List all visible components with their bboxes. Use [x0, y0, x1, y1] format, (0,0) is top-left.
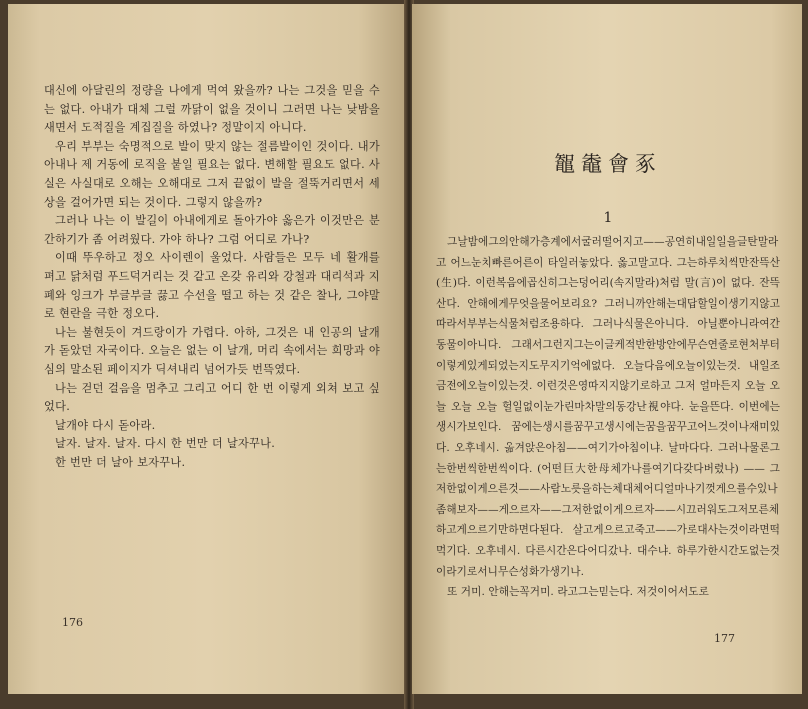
chapter-title: 鼅鼄會豖 — [554, 152, 662, 176]
paragraph: 우리 부부는 숙명적으로 발이 맞지 않는 절름발이인 것이다. 내가 아내나 제 거동에 로직을 붙일 필요는 없다. 변해할 필요도 없다. 사실은 사실대로 오해는 오해대로 그저 끝없이 발을 절뚝거리면서 세상을 걸어가면 되는 것이다. 그렇지 않을까? — [44, 139, 380, 209]
paragraph: 또 거미. 안해는꼭거미. 라고그는믿는다. 저것이어서도로 — [447, 586, 709, 599]
right-page — [412, 4, 802, 694]
paragraph: 날개야 다시 돋아라. — [55, 418, 156, 432]
paragraph: 나는 불현듯이 겨드랑이가 가렵다. 아하, 그것은 내 인공의 날개가 돋았던 자국이다. 오늘은 없는 이 날개, 머리 속에서는 희망과 야심의 말소된 페이지가 딕셔내리 넘어가듯 번뜩였다. — [44, 325, 380, 376]
right-page-text — [436, 232, 780, 603]
paragraph: 그러나 나는 이 발길이 아내에게로 돌아가야 옳은가 이것만은 분간하기가 좀 어려웠다. 가야 하나? 그럼 어디로 가나? — [44, 214, 380, 246]
paragraph: 이때 뚜우하고 정오 사이렌이 울었다. 사람들은 모두 네 활개를 펴고 닭처럼 푸드덕거리는 것 같고 온갖 유리와 강철과 대리석과 지폐와 잉크가 부글부글 끓고 수선을 떨고 하는 것 같은 찰나, 그야말로 현란을 극한 정오다. — [44, 251, 380, 321]
page-number-right: 177 — [714, 632, 735, 645]
left-page — [8, 4, 406, 694]
page-number-left: 176 — [62, 616, 83, 629]
paragraph: 한 번만 더 날아 보자꾸나. — [55, 455, 186, 469]
paragraph: 그날밤에그의안해가층계에서굴러떨어지고——공연히내일일을글탄말라고 어느눈치빠른어른이 타일러놓았다. 옳고말고다. 그는하루치씩만잔뜩산(生)다. 이런복음에곱신히그는덩어리(속지말라)처럼 말(言)이 없다. 잔뜩산다. 안해에게무엇을물어보리요? 그러니까안해는대답할일이생기지않고 따라서부부는식물처럼조용하다. 그러나식물은아니다. 아닐뿐아니라여간동물이아니다. 그래서그런지그는이글케적반한방안에무슨연줄로현처부터이렇게있게되었는지도무지기억에없다. 오늘다음에오늘이있는것. 내일조금전에오늘이있는것. 이런것은영따지지않기로하고 그저 얼마든지 오늘 오늘 오늘 오늘 헐일없이눈가린마차말의동강난視야다. 눈을뜬다. 이번에는생시가보인다. 꿈에는생시를꿈꾸고생시에는꿈을꿈꾸고어느것이나재미있다. 오후네시. 옮겨앉은아침——여기가아침이냐. 날마다다. 그러나물론그는한번씩한번씩이다. (어떤巨大한母체가나를여기다갖다버렸나) —— 그저한없이게으른것——사람노릇을하는체대체어디얼마나기껏게으를수있나좀해보자——게으르자——그저한없이게으르자——시끄러워도그저모른체하고게으르기만하면다된다. 살고게으르고죽고——가로대사는것이라면떡먹기다. 오후네시. 다른시간은다어디갔나. 대수냐. 하루가한시간도없는것이라기로서니무슨성화가생기나. — [436, 236, 780, 578]
paragraph: 날자. 날자. 날자. 다시 한 번만 더 날자꾸나. — [55, 437, 276, 451]
section-number: 1 — [603, 210, 613, 226]
paragraph: 대신에 아달린의 정량을 나에게 먹여 왔을까? 나는 그것을 믿을 수는 없다. 아내가 대체 그럴 까닭이 없을 것이니 그러면 나는 낮밤을 새면서 도적질을 계집질을 하였나? 정말이지 아니다. — [44, 84, 380, 135]
left-page-text — [44, 82, 380, 472]
paragraph: 나는 걷던 걸음을 멈추고 그리고 어디 한 번 이렇게 외쳐 보고 싶었다. — [44, 381, 380, 414]
